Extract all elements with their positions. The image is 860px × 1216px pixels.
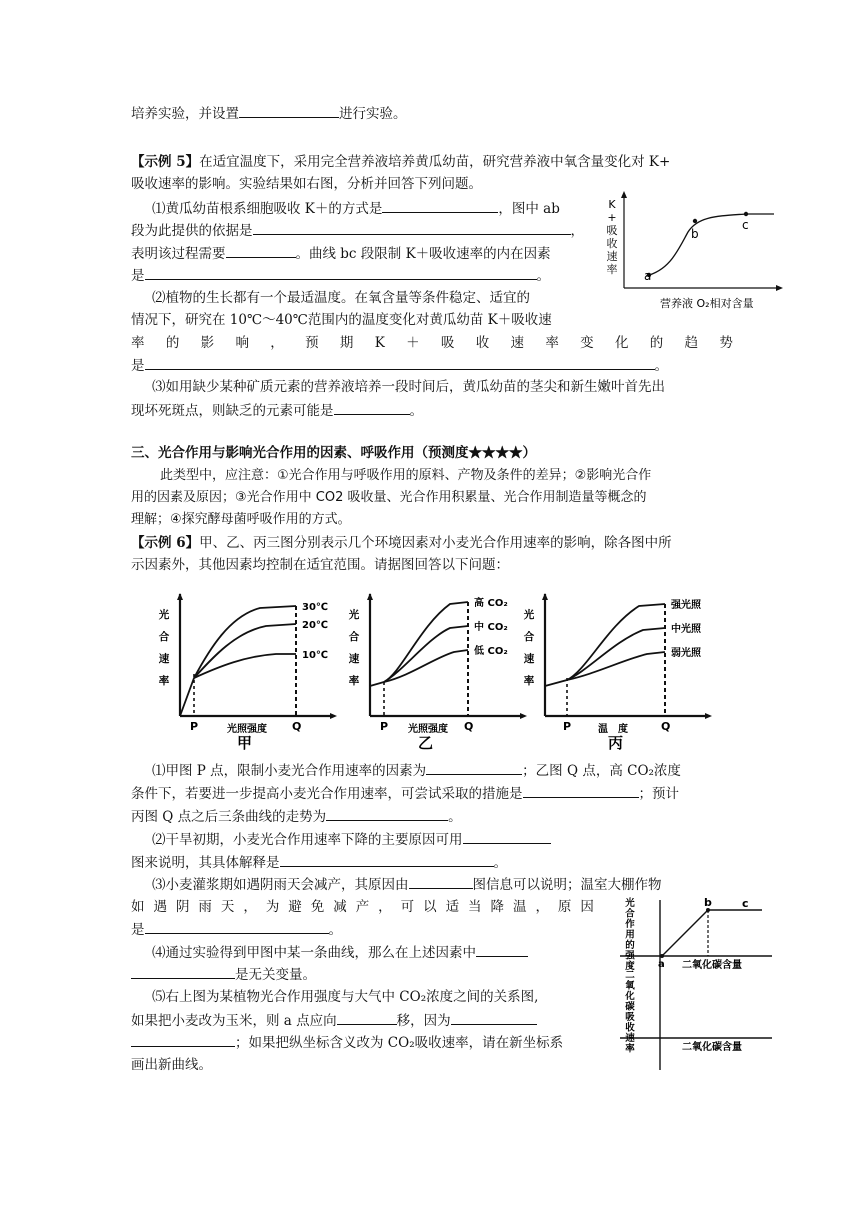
y-axis-label: 二	[625, 970, 635, 981]
note-line: 此类型中，应注意：①光合作用与呼吸作用的原料、产物及条件的差异；②影响光合作	[160, 468, 652, 483]
point-p-label: P	[380, 720, 389, 733]
y-axis-label: K	[608, 198, 616, 211]
example5-intro	[131, 152, 670, 172]
answer-blank[interactable]	[451, 1010, 537, 1025]
text: 。	[409, 403, 423, 419]
char: ，	[270, 335, 284, 351]
point-q-label: Q	[661, 720, 671, 733]
label-b: b	[704, 896, 712, 909]
y-axis-label: 合	[158, 631, 170, 643]
example6-intro	[131, 533, 672, 553]
text: ⑴黄瓜幼苗根系细胞吸收 K＋的方式是	[152, 201, 383, 217]
curve	[370, 602, 468, 686]
y-axis-label: 作	[625, 919, 635, 930]
curve-label: 30℃	[302, 602, 329, 613]
y-axis-label: 光	[348, 609, 360, 621]
answer-blank[interactable]	[145, 919, 329, 934]
text: 。	[493, 855, 507, 871]
y-axis-label: 碳	[625, 1001, 635, 1013]
text-line	[131, 964, 316, 985]
point-p-label: P	[190, 720, 199, 733]
answer-blank[interactable]	[463, 829, 551, 844]
point-q-label: Q	[464, 720, 474, 733]
curve-label: 20℃	[302, 620, 329, 631]
graph-jia	[150, 586, 340, 756]
y-axis-label: 合	[625, 908, 635, 920]
y-axis-label: 合	[523, 631, 535, 643]
char: 的	[165, 335, 180, 351]
text-line	[131, 1010, 537, 1031]
y-axis-label: 光	[523, 609, 535, 621]
y-axis-label: 光	[158, 609, 170, 621]
text: 图来说明，其具体解释是	[131, 855, 280, 871]
y-axis-label: 速	[606, 250, 618, 263]
text: 表明该过程需要	[131, 246, 226, 262]
curve	[545, 604, 665, 686]
co2-graph	[616, 892, 776, 1074]
point-p-label: P	[563, 720, 572, 733]
text: 图信息可以说明；温室大棚作物	[472, 877, 662, 893]
y-axis-label: +	[607, 211, 617, 224]
answer-blank[interactable]	[239, 103, 339, 118]
text: ⑶小麦灌浆期如遇阴雨天会减产，其原因由	[152, 877, 409, 893]
text: 。	[448, 809, 462, 825]
text-line	[131, 220, 584, 241]
curve	[384, 626, 468, 682]
text: ，	[570, 223, 584, 239]
text: 甲、乙、丙三图分别表示几个环境因素对小麦光合作用速率的影响，除各图中所	[199, 535, 672, 551]
x-axis-label: 二氧化碳含量	[682, 960, 742, 971]
note-line: 用的因素及原因；③光合作用中 CO2 吸收量、光合作用积累量、光合作用制造量等概念的	[131, 490, 647, 505]
char: 遇	[153, 899, 167, 915]
point-c	[744, 212, 748, 216]
y-axis-label: 收	[625, 1022, 635, 1034]
y-axis-label: 率	[625, 1043, 635, 1055]
y-axis-label: 收	[606, 237, 618, 250]
text: ⑷通过实验得到甲图中某一条曲线，那么在上述因素中	[152, 945, 476, 961]
text-line	[131, 806, 462, 827]
text-line: ⑵植物的生长都有一个最适温度。在氧含量等条件稳定、适宜的	[152, 290, 530, 306]
text-line	[152, 829, 551, 850]
char: 影	[200, 335, 215, 351]
text: ；预计	[638, 786, 679, 802]
curve	[194, 654, 296, 678]
label-c: c	[742, 897, 749, 910]
answer-blank[interactable]	[131, 1032, 235, 1047]
char: 速	[510, 335, 525, 351]
text-line	[131, 265, 550, 286]
text: 。	[328, 922, 342, 938]
point-q-label: Q	[292, 720, 302, 733]
x-axis-label: 营养液 O₂相对含量	[660, 297, 754, 310]
char: 减	[333, 899, 347, 915]
graph-yi	[340, 586, 530, 756]
text: 是	[131, 358, 145, 374]
answer-blank[interactable]	[426, 760, 522, 775]
curve-label: 低 CO₂	[474, 646, 508, 657]
char: 产	[355, 899, 370, 915]
y-axis-label: 度	[625, 961, 635, 972]
curve-label: 10℃	[302, 650, 329, 661]
char: 以	[423, 899, 437, 915]
example-tag: 【示例 5】	[131, 154, 200, 170]
text: 现坏死斑点，则缺乏的元素可能是	[131, 403, 334, 419]
text: ⑵干旱初期，小麦光合作用速率下降的主要原因可用	[152, 832, 463, 848]
char: ，	[378, 899, 392, 915]
char: ＋	[406, 335, 420, 351]
graph-caption: 丙	[608, 734, 624, 752]
char: 温	[512, 899, 527, 915]
y-axis-label: 光	[625, 898, 635, 909]
char: 可	[400, 899, 415, 915]
char: 为	[265, 899, 280, 915]
answer-blank[interactable]	[253, 220, 571, 235]
text-line: 画出新曲线。	[131, 1057, 212, 1073]
char: 适	[445, 899, 460, 915]
text: 条件下，若要进一步提高小麦光合作用速率，可尝试采取的措施是	[131, 786, 523, 802]
answer-blank[interactable]	[145, 265, 537, 280]
text: ⑴甲图 P 点，限制小麦光合作用速率的因素为	[152, 763, 427, 779]
char: 趋	[684, 335, 699, 351]
curve-label: 高 CO₂	[474, 598, 508, 609]
text: 是	[131, 922, 145, 938]
graph-caption: 甲	[237, 734, 253, 752]
section-title: 三、光合作用与影响光合作用的因素、呼吸作用（预测度★★★★）	[131, 445, 536, 461]
y-axis-label: 率	[158, 675, 170, 687]
text-line	[131, 919, 342, 940]
char: 期	[339, 335, 354, 351]
note-line: 理解；④探究酵母菌呼吸作用的方式。	[131, 512, 351, 527]
x-axis-label: 光照强度	[227, 724, 267, 735]
text-line	[131, 243, 551, 264]
graph-caption: 乙	[418, 734, 434, 752]
curve-label: 中光照	[671, 624, 701, 635]
char: 当	[468, 899, 482, 915]
char: 雨	[198, 899, 212, 915]
char: 阴	[175, 899, 190, 915]
text-line	[131, 355, 668, 376]
answer-blank[interactable]	[226, 243, 296, 258]
point-a	[660, 954, 664, 958]
y-axis-label: 速	[625, 1033, 635, 1044]
y-axis-label: 合	[348, 631, 360, 643]
text: 是	[131, 268, 145, 284]
char: 避	[288, 899, 302, 915]
char: ，	[243, 899, 257, 915]
answer-blank[interactable]	[131, 964, 235, 979]
label-b: b	[691, 227, 699, 241]
answer-blank[interactable]	[145, 355, 655, 370]
y-axis-label: 吸	[606, 224, 618, 237]
y-axis-label: 速	[348, 653, 360, 665]
answer-blank[interactable]	[382, 198, 498, 213]
char: 化	[614, 335, 629, 351]
text-line: 情况下，研究在 10℃～40℃范围内的温度变化对黄瓜幼苗 K＋吸收速	[131, 312, 552, 328]
text-line	[131, 400, 423, 421]
graph-bing	[515, 586, 715, 756]
text: 丙图 Q 点之后三条曲线的走势为	[131, 809, 327, 825]
char: 率	[545, 335, 559, 351]
text: 。	[654, 358, 668, 374]
char: 因	[580, 899, 594, 915]
y-axis-label: 强	[625, 950, 635, 962]
char: 预	[305, 335, 319, 351]
y-axis-label: 率	[348, 675, 360, 687]
y-axis-label: 吸	[625, 1012, 635, 1023]
text-line: 吸收速率的影响。实验结果如右图，分析并回答下列问题。	[131, 176, 482, 192]
text-line	[131, 103, 407, 124]
x-axis-label: 二氧化碳含量	[682, 1042, 742, 1053]
text: 。	[536, 268, 550, 284]
char: 变	[580, 335, 594, 351]
y-axis-label: 用	[625, 929, 635, 941]
y-axis-label: 率	[606, 263, 618, 276]
justified-line	[131, 897, 594, 917]
answer-blank[interactable]	[409, 874, 473, 889]
y-axis-label: 速	[523, 653, 535, 665]
curve	[567, 652, 665, 680]
text: ；如果把纵坐标含义改为 CO₂吸收速率，请在新坐标系	[235, 1035, 564, 1051]
text-line: 示因素外，其他因素均控制在适宜范围。请据图回答以下问题：	[131, 557, 509, 573]
char: 原	[557, 899, 572, 915]
curve	[384, 650, 468, 682]
text: ；乙图 Q 点，高 CO₂浓度	[522, 763, 681, 779]
x-axis-label: 光照强度	[408, 724, 448, 735]
text-line	[131, 1032, 563, 1053]
char: 率	[131, 335, 145, 351]
label-a: a	[658, 959, 665, 970]
text: 段为此提供的依据是	[131, 223, 253, 239]
text: 培养实验，并设置	[131, 106, 239, 122]
text-line	[152, 942, 528, 963]
char: ，	[535, 899, 549, 915]
answer-blank[interactable]	[337, 1010, 397, 1025]
justified-line	[131, 333, 733, 353]
char: 吸	[440, 335, 455, 351]
text-line: ⑶如用缺少某种矿质元素的营养液培养一段时间后，黄瓜幼苗的茎尖和新生嫩叶首先出	[152, 379, 665, 395]
char: 如	[131, 899, 145, 915]
label-c: c	[742, 218, 749, 232]
answer-blank[interactable]	[334, 400, 410, 415]
char: 免	[310, 899, 325, 915]
y-axis-label: 的	[625, 940, 635, 951]
answer-blank[interactable]	[476, 942, 528, 957]
curve-label: 强光照	[671, 600, 701, 611]
text-line: ⑸右上图为某植物光合作用强度与大气中 CO₂浓度之间的关系图,	[152, 989, 539, 1005]
point-b	[693, 219, 697, 223]
curve-label: 弱光照	[671, 648, 701, 659]
text-line	[152, 760, 681, 781]
text-line	[131, 783, 679, 804]
y-axis-label: 速	[158, 653, 170, 665]
text: 移，因为	[396, 1013, 451, 1029]
answer-blank[interactable]	[523, 783, 639, 798]
text: ，图中 ab	[498, 201, 560, 217]
example-tag: 【示例 6】	[131, 535, 200, 551]
char: 的	[649, 335, 664, 351]
y-axis-label: 氧	[625, 980, 635, 992]
text-line	[152, 198, 560, 219]
text: 进行实验。	[339, 106, 407, 122]
char: 收	[475, 335, 490, 351]
y-axis-label: 率	[523, 675, 535, 687]
text: 在适宜温度下，采用完全营养液培养黄瓜幼苗，研究营养液中氧含量变化对 K+	[199, 154, 671, 170]
char: 响	[235, 335, 249, 351]
text: 是无关变量。	[235, 967, 316, 983]
x-axis-label: 温 度	[598, 724, 628, 735]
curve-label: 中 CO₂	[474, 622, 508, 633]
answer-blank[interactable]	[326, 806, 448, 821]
text-line	[131, 852, 507, 873]
text: 如果把小麦改为玉米，则 a 点应向	[131, 1013, 337, 1029]
k-absorption-graph	[600, 190, 790, 310]
label-a: a	[644, 269, 652, 283]
char: 天	[220, 899, 235, 915]
char: 降	[490, 899, 504, 915]
char: K	[374, 335, 385, 351]
answer-blank[interactable]	[280, 852, 494, 867]
y-axis-label: 化	[625, 991, 635, 1002]
text: 。曲线 bc 段限制 K＋吸收速率的内在因素	[295, 246, 551, 262]
text-line	[152, 874, 662, 895]
char: 势	[719, 335, 733, 351]
